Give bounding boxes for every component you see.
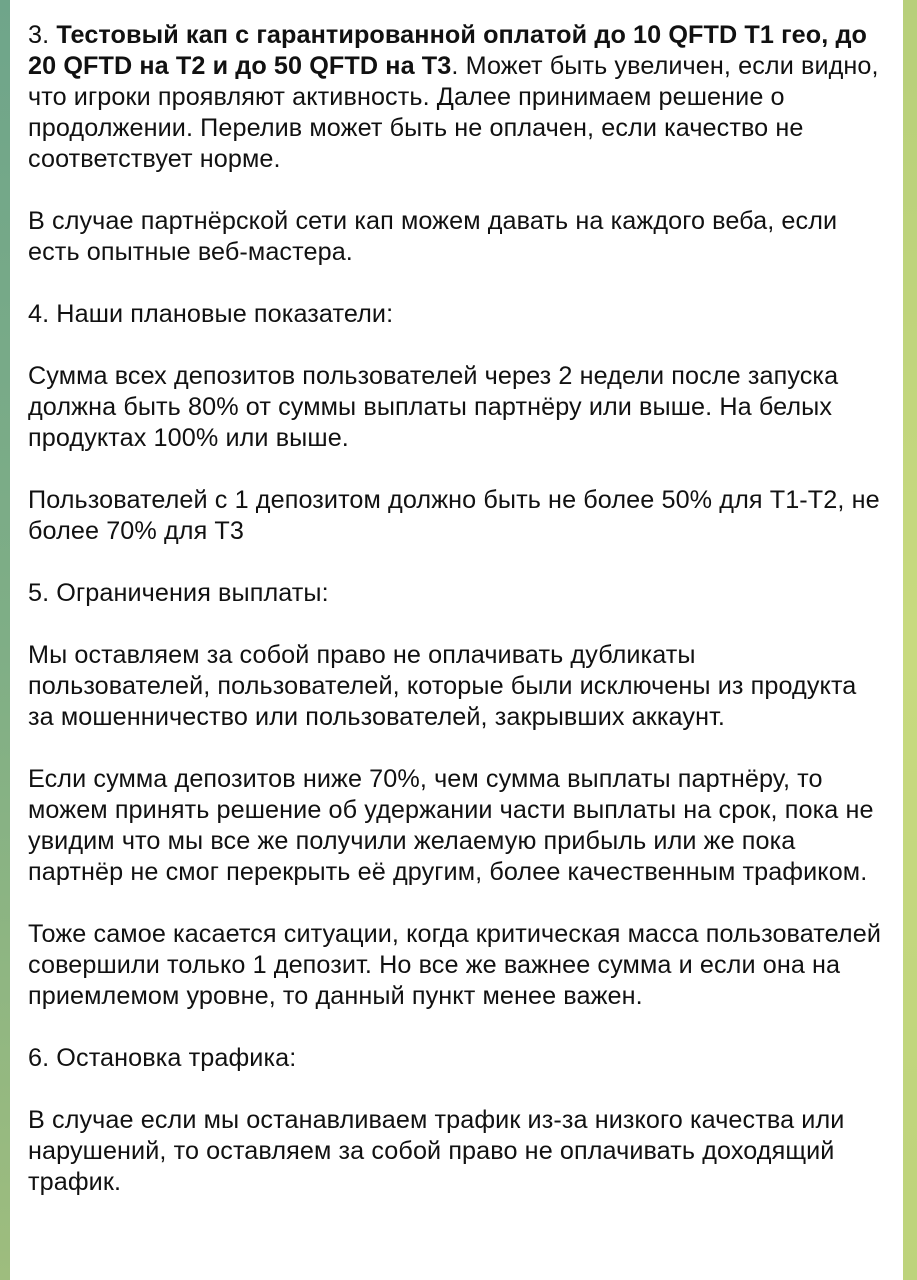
paragraph-payout-hold: Если сумма депозитов ниже 70%, чем сумма выплаты партнёру, то можем принять решение об удержании части выплаты на срок, пока не увидим что мы все же получили желаемую прибыль или же пока партнёр не смог перекрыть её другим, более качественным трафиком. bbox=[28, 765, 881, 886]
chat-wallpaper-right bbox=[903, 0, 917, 1280]
paragraph-critical-mass: Тоже самое касается ситуации, когда критическая масса пользователей совершили только 1 депозит. Но все же важнее сумма и если она на приемлемом уровне, то данный пункт менее важен. bbox=[28, 920, 889, 1010]
paragraph-deposit-sum: Сумма всех депозитов пользователей через 2 недели после запуска должна быть 80% от суммы выплаты партнёру или выше. На белых продуктах 100% или выше. bbox=[28, 362, 846, 452]
cap-text-rest: . Может быть увеличен, если видно, что игроки проявляют активность. Далее принимаем решение о продолжении. Перелив может быть не оплачен, если качество не соответствует норме. bbox=[28, 52, 886, 173]
message-bubble[interactable] bbox=[10, 0, 903, 1280]
paragraph-duplicates: Мы оставляем за собой право не оплачивать дубликаты пользователей, пользователей, которые были исключены из продукта за мошенничество или пользователей, закрывших аккаунт. bbox=[28, 641, 864, 731]
section-heading-traffic-stop: 6. Остановка трафика: bbox=[28, 1044, 297, 1072]
paragraph-single-deposit: Пользователей с 1 депозитом должно быть не более 50% для T1-T2, не более 70% для T3 bbox=[28, 486, 887, 545]
paragraph-cap-terms bbox=[28, 20, 886, 175]
section-heading-kpi: 4. Наши плановые показатели: bbox=[28, 300, 394, 328]
message-text bbox=[28, 20, 889, 1198]
paragraph-traffic-stop: В случае если мы останавливаем трафик из-за низкого качества или нарушений, то оставляем за собой право не оплачивать доходящий трафик. bbox=[28, 1106, 852, 1196]
paragraph-partner-network: В случае партнёрской сети кап можем давать на каждого веба, если есть опытные веб-мастера. bbox=[28, 207, 845, 266]
bold-cap-text: Тестовый кап с гарантированной оплатой до 10 QFTD T1 гео, до 20 QFTD на T2 и до 50 QFTD на T3 bbox=[28, 21, 875, 80]
section-heading-payout-limits: 5. Ограничения выплаты: bbox=[28, 579, 329, 607]
section-number: 3. bbox=[28, 21, 57, 49]
